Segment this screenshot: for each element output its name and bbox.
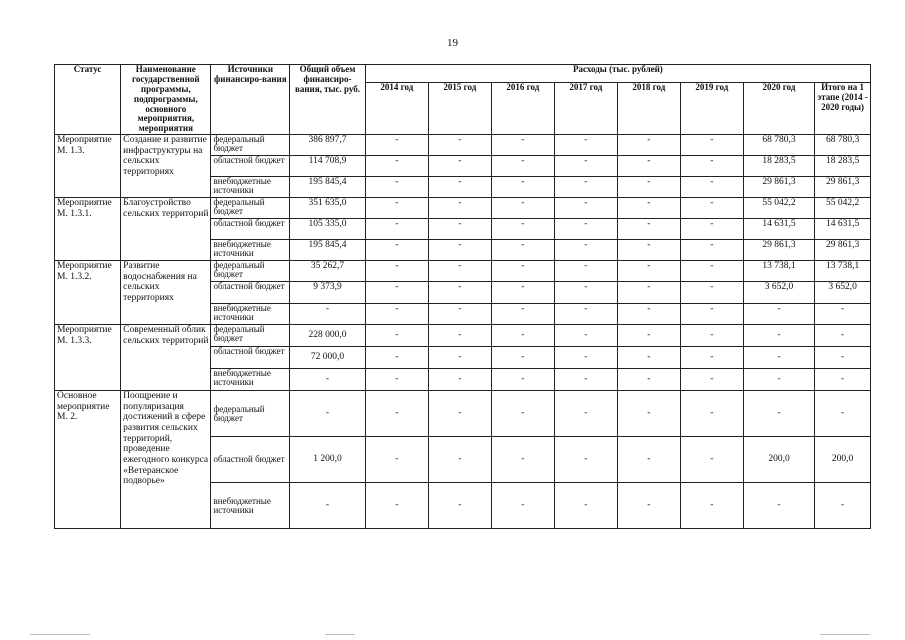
header-name: Наименование государственной программы, подпрограммы, основного мероприятия, мероприятия [121, 65, 211, 135]
header-expenses: Расходы (тыс. рублей) [365, 65, 870, 83]
table-row [55, 261, 871, 282]
year-cell: - [680, 325, 743, 347]
source-cell: федеральный бюджет [211, 325, 290, 347]
source-cell: областной бюджет [211, 437, 290, 483]
header-total: Общий объем финансиро-вания, тыс. руб. [290, 65, 366, 135]
year-cell: - [428, 261, 491, 282]
year-cell: 14 631,5 [743, 219, 814, 240]
status-cell: Мероприятие М. 1.3. [55, 135, 121, 198]
total-cell: 195 845,4 [290, 240, 366, 261]
year-cell: 29 861,3 [743, 240, 814, 261]
budget-table [54, 64, 871, 529]
header-year-2015: 2015 год [428, 83, 491, 135]
table-row [55, 325, 871, 347]
header-sources: Источники финансиро-вания [211, 65, 290, 135]
stage-total-cell: - [815, 304, 871, 325]
year-cell: - [680, 369, 743, 391]
year-cell: - [743, 304, 814, 325]
year-cell: - [617, 437, 680, 483]
name-cell: Поощрение и популяризация достижений в сфере развития сельских территорий, проведение ежегодного конкурса «Ветеранское подворье» [121, 391, 211, 529]
year-cell: - [554, 304, 617, 325]
year-cell: - [680, 198, 743, 219]
stage-total-cell: 55 042,2 [815, 198, 871, 219]
year-cell: - [365, 219, 428, 240]
year-cell: - [554, 347, 617, 369]
year-cell: - [680, 304, 743, 325]
year-cell: - [428, 437, 491, 483]
stage-total-cell: 13 738,1 [815, 261, 871, 282]
year-cell: - [491, 219, 554, 240]
total-cell: 386 897,7 [290, 135, 366, 156]
total-cell: 195 845,4 [290, 177, 366, 198]
source-cell: внебюджетные источники [211, 240, 290, 261]
total-cell: 105 335,0 [290, 219, 366, 240]
header-row-1 [55, 65, 871, 83]
name-cell: Благоустройство сельских территорий [121, 198, 211, 261]
year-cell: - [491, 391, 554, 437]
total-cell: - [290, 483, 366, 529]
stage-total-cell: - [815, 369, 871, 391]
year-cell: - [491, 240, 554, 261]
source-cell: областной бюджет [211, 347, 290, 369]
year-cell: - [554, 177, 617, 198]
year-cell: - [680, 483, 743, 529]
year-cell: - [617, 325, 680, 347]
year-cell: 13 738,1 [743, 261, 814, 282]
header-total-stage: Итого на 1 этапе (2014 - 2020 годы) [815, 83, 871, 135]
year-cell: - [617, 156, 680, 177]
year-cell: - [428, 391, 491, 437]
stage-total-cell: 68 780,3 [815, 135, 871, 156]
year-cell: - [491, 304, 554, 325]
source-cell: федеральный бюджет [211, 391, 290, 437]
status-cell: Мероприятие М. 1.3.1. [55, 198, 121, 261]
year-cell: - [491, 198, 554, 219]
table-row [55, 135, 871, 156]
year-cell: - [365, 282, 428, 304]
year-cell: - [365, 135, 428, 156]
year-cell: - [365, 240, 428, 261]
total-cell: 1 200,0 [290, 437, 366, 483]
year-cell: - [491, 483, 554, 529]
year-cell: - [617, 304, 680, 325]
year-cell: - [365, 483, 428, 529]
year-cell: - [554, 437, 617, 483]
year-cell: 3 652,0 [743, 282, 814, 304]
year-cell: - [554, 240, 617, 261]
total-cell: 351 635,0 [290, 198, 366, 219]
year-cell: 200,0 [743, 437, 814, 483]
year-cell: - [617, 219, 680, 240]
year-cell: - [428, 282, 491, 304]
year-cell: - [365, 347, 428, 369]
total-cell: 9 373,9 [290, 282, 366, 304]
year-cell: - [617, 177, 680, 198]
year-cell: - [617, 240, 680, 261]
stage-total-cell: 18 283,5 [815, 156, 871, 177]
year-cell: - [428, 347, 491, 369]
year-cell: - [617, 391, 680, 437]
year-cell: - [743, 391, 814, 437]
stage-total-cell: - [815, 347, 871, 369]
year-cell: - [617, 135, 680, 156]
year-cell: - [554, 369, 617, 391]
year-cell: - [365, 304, 428, 325]
year-cell: 55 042,2 [743, 198, 814, 219]
year-cell: - [554, 198, 617, 219]
total-cell: - [290, 304, 366, 325]
status-cell: Основное мероприятие М. 2. [55, 391, 121, 529]
stage-total-cell: 3 652,0 [815, 282, 871, 304]
total-cell: - [290, 369, 366, 391]
header-status: Статус [55, 65, 121, 135]
year-cell: - [491, 347, 554, 369]
year-cell: - [428, 304, 491, 325]
year-cell: - [680, 437, 743, 483]
year-cell: - [491, 156, 554, 177]
year-cell: - [617, 261, 680, 282]
year-cell: - [491, 177, 554, 198]
name-cell: Создание и развитие инфраструктуры на сельских территориях [121, 135, 211, 198]
year-cell: - [491, 282, 554, 304]
page-number: 19 [447, 37, 458, 49]
year-cell: - [554, 282, 617, 304]
header-year-2017: 2017 год [554, 83, 617, 135]
year-cell: - [428, 177, 491, 198]
year-cell: - [680, 156, 743, 177]
year-cell: - [554, 325, 617, 347]
source-cell: областной бюджет [211, 282, 290, 304]
year-cell: - [617, 347, 680, 369]
table-row [55, 198, 871, 219]
table-row [55, 391, 871, 437]
year-cell: - [428, 240, 491, 261]
source-cell: федеральный бюджет [211, 198, 290, 219]
status-cell: Мероприятие М. 1.3.2. [55, 261, 121, 325]
year-cell: - [365, 261, 428, 282]
name-cell: Развитие водоснабжения на сельских территориях [121, 261, 211, 325]
year-cell: - [428, 369, 491, 391]
year-cell: - [680, 177, 743, 198]
year-cell: - [491, 437, 554, 483]
year-cell: - [365, 177, 428, 198]
header-year-2019: 2019 год [680, 83, 743, 135]
stage-total-cell: 29 861,3 [815, 240, 871, 261]
total-cell: - [290, 391, 366, 437]
year-cell: 68 780,3 [743, 135, 814, 156]
header-year-2020: 2020 год [743, 83, 814, 135]
year-cell: - [554, 135, 617, 156]
year-cell: - [365, 369, 428, 391]
year-cell: - [743, 347, 814, 369]
year-cell: - [680, 135, 743, 156]
year-cell: - [680, 347, 743, 369]
year-cell: - [554, 483, 617, 529]
status-cell: Мероприятие М. 1.3.3. [55, 325, 121, 391]
year-cell: - [680, 391, 743, 437]
year-cell: - [428, 156, 491, 177]
stage-total-cell: 29 861,3 [815, 177, 871, 198]
year-cell: - [680, 219, 743, 240]
stage-total-cell: - [815, 325, 871, 347]
total-cell: 228 000,0 [290, 325, 366, 347]
year-cell: - [617, 483, 680, 529]
year-cell: - [428, 483, 491, 529]
total-cell: 114 708,9 [290, 156, 366, 177]
stage-total-cell: 14 631,5 [815, 219, 871, 240]
year-cell: - [617, 369, 680, 391]
year-cell: - [743, 483, 814, 529]
source-cell: областной бюджет [211, 156, 290, 177]
scan-mark [820, 634, 870, 635]
year-cell: - [428, 198, 491, 219]
source-cell: федеральный бюджет [211, 135, 290, 156]
year-cell: - [617, 282, 680, 304]
year-cell: - [428, 135, 491, 156]
source-cell: внебюджетные источники [211, 304, 290, 325]
year-cell: - [680, 282, 743, 304]
year-cell: - [365, 198, 428, 219]
year-cell: - [428, 219, 491, 240]
year-cell: - [554, 261, 617, 282]
year-cell: - [491, 325, 554, 347]
year-cell: - [554, 219, 617, 240]
year-cell: 29 861,3 [743, 177, 814, 198]
source-cell: областной бюджет [211, 219, 290, 240]
source-cell: внебюджетные источники [211, 483, 290, 529]
table-body [55, 135, 871, 529]
stage-total-cell: - [815, 483, 871, 529]
total-cell: 72 000,0 [290, 347, 366, 369]
year-cell: - [491, 369, 554, 391]
year-cell: - [365, 391, 428, 437]
year-cell: - [680, 261, 743, 282]
year-cell: - [491, 135, 554, 156]
year-cell: - [680, 240, 743, 261]
year-cell: - [743, 325, 814, 347]
year-cell: - [428, 325, 491, 347]
header-year-2014: 2014 год [365, 83, 428, 135]
name-cell: Современный облик сельских территорий [121, 325, 211, 391]
header-year-2018: 2018 год [617, 83, 680, 135]
total-cell: 35 262,7 [290, 261, 366, 282]
stage-total-cell: - [815, 391, 871, 437]
source-cell: федеральный бюджет [211, 261, 290, 282]
source-cell: внебюджетные источники [211, 177, 290, 198]
year-cell: 18 283,5 [743, 156, 814, 177]
stage-total-cell: 200,0 [815, 437, 871, 483]
source-cell: внебюджетные источники [211, 369, 290, 391]
year-cell: - [743, 369, 814, 391]
year-cell: - [365, 437, 428, 483]
year-cell: - [554, 391, 617, 437]
scan-mark [30, 634, 90, 635]
year-cell: - [491, 261, 554, 282]
year-cell: - [554, 156, 617, 177]
year-cell: - [617, 198, 680, 219]
scan-mark [325, 634, 355, 635]
header-year-2016: 2016 год [491, 83, 554, 135]
year-cell: - [365, 156, 428, 177]
year-cell: - [365, 325, 428, 347]
